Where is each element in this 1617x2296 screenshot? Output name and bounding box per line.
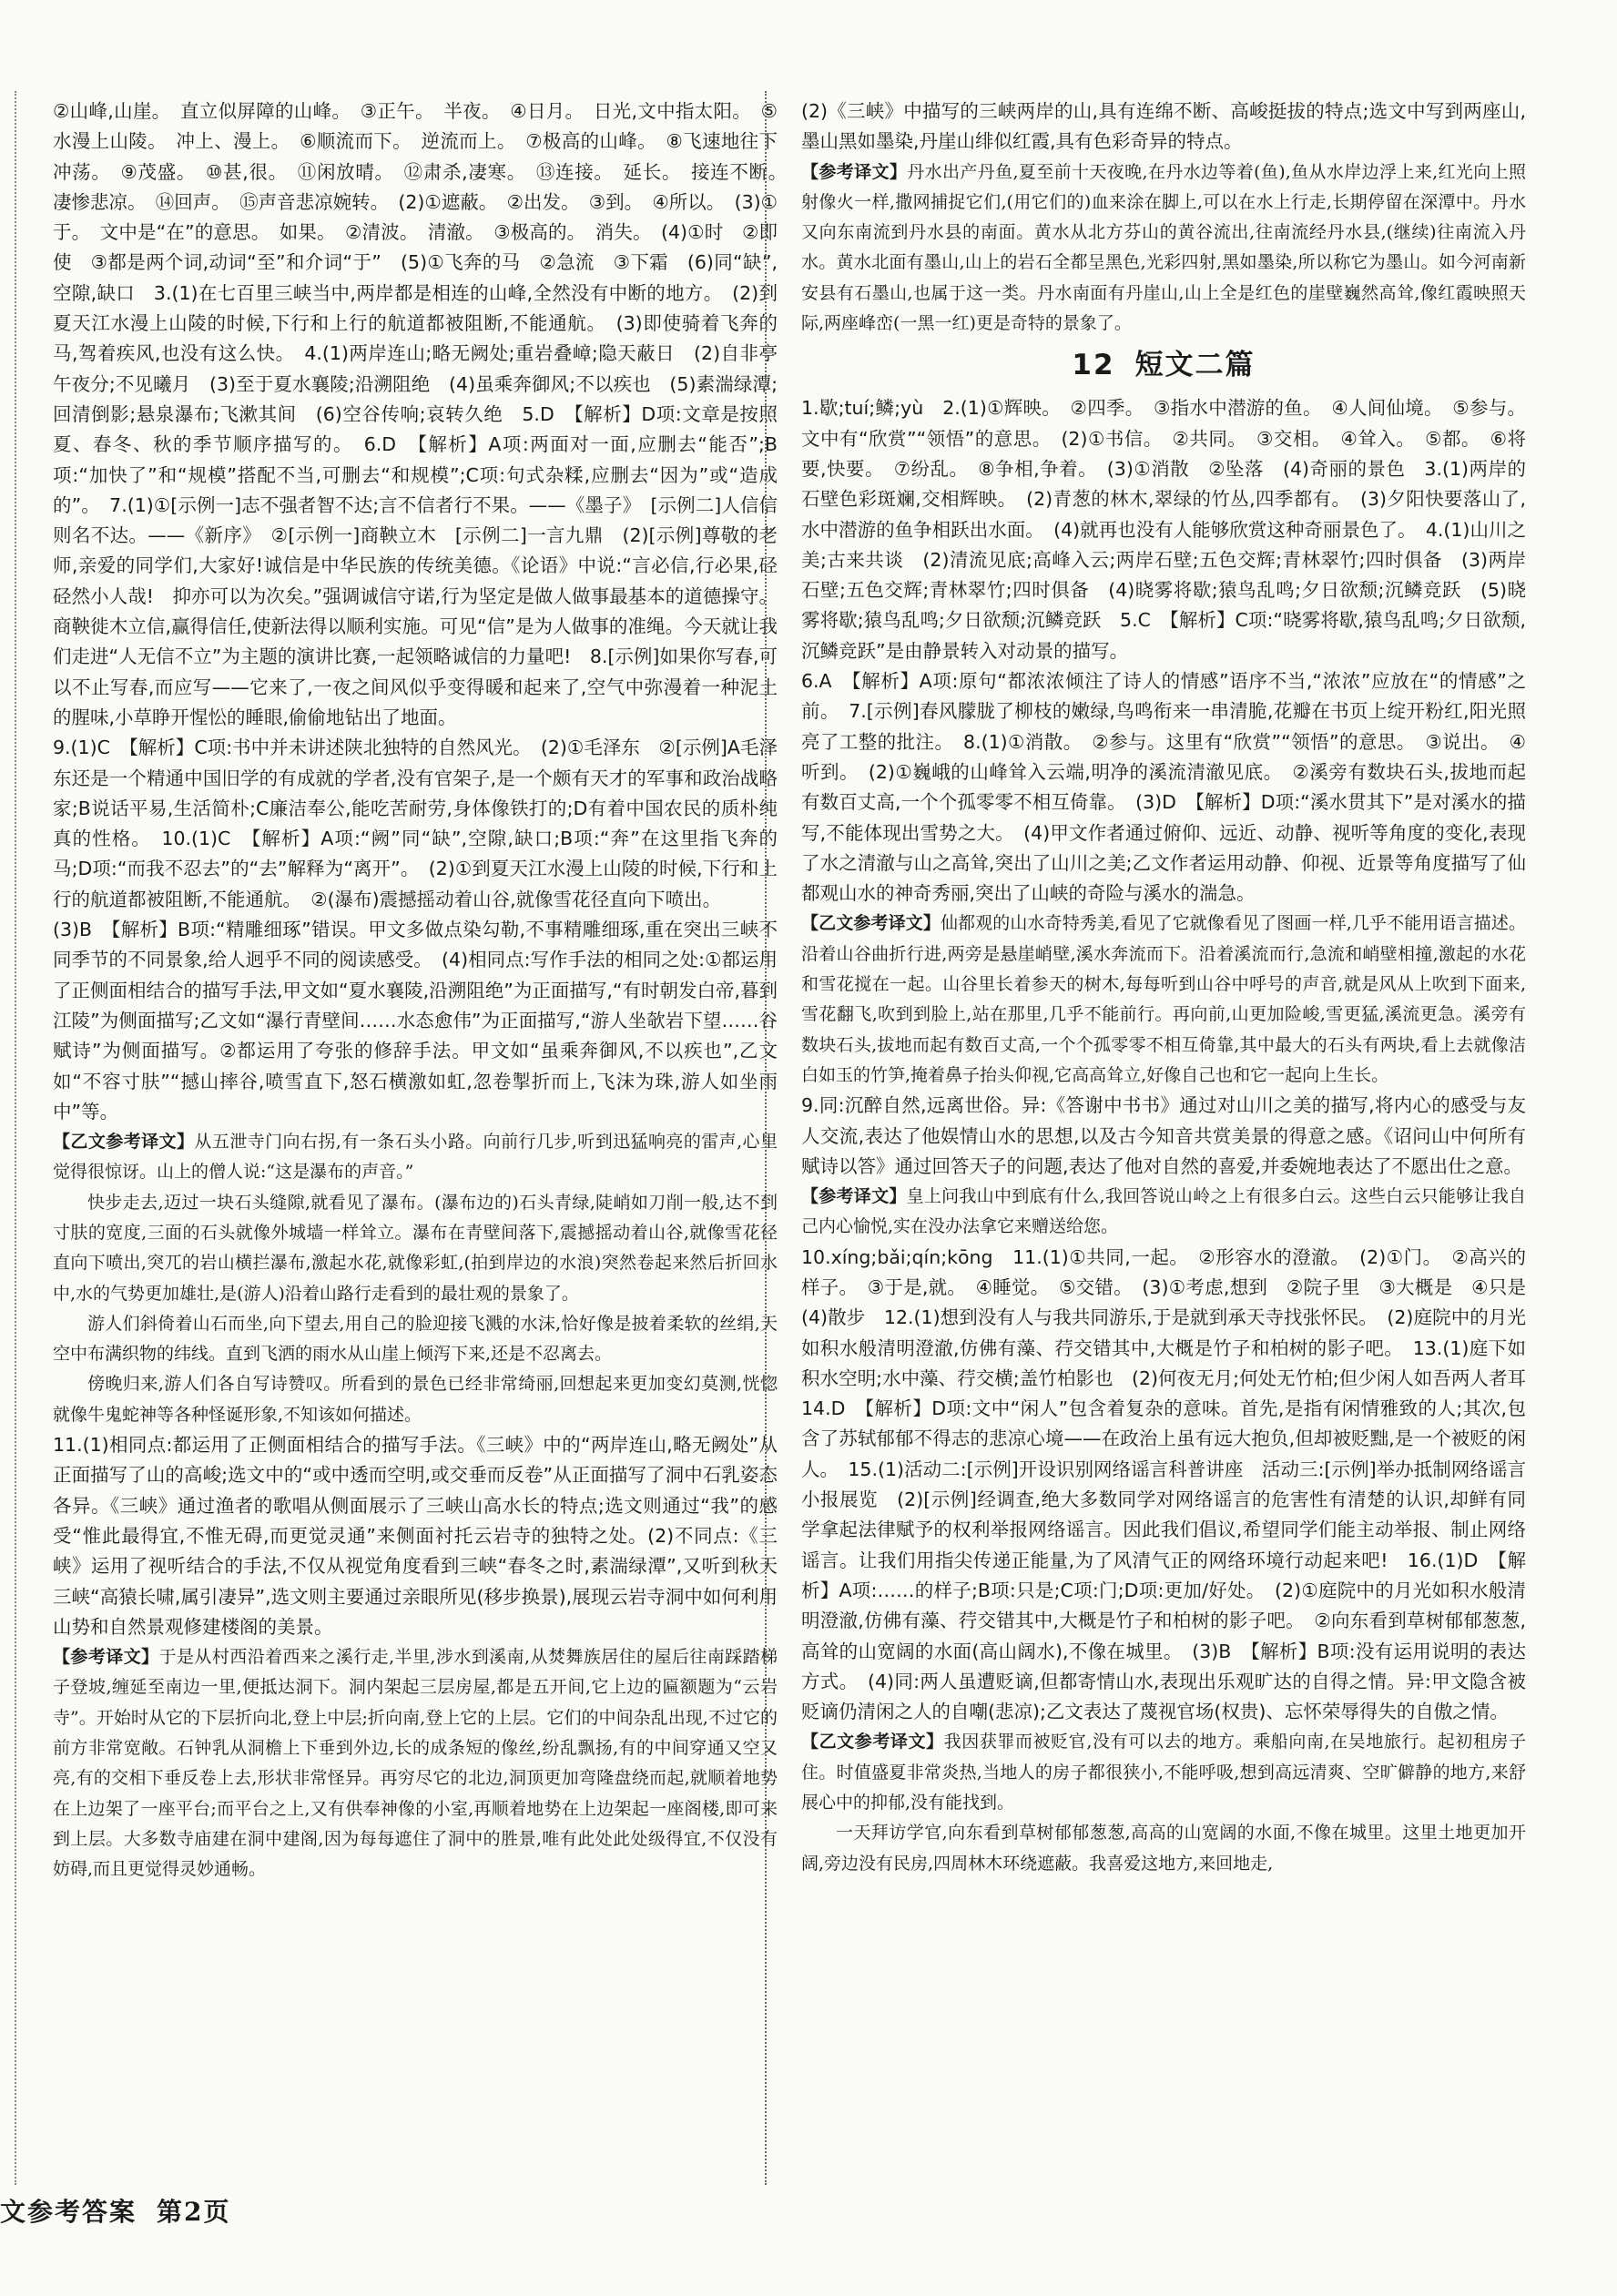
paragraph-text: 9.(1)C 【解析】C项:书中并未讲述陕北独特的自然风光。 (2)①毛泽东 ②[示例]A毛泽东还是一个精通中国旧学的有成就的学者,没有官架子,是一个颇有天才的军事和政治战略家;B说话平易,生活简朴;C廉洁奉公,能吃苦耐劳,身体像铁打的;D有着中国农民的质朴纯真的性格。 10.(1)C 【解析】A项:“阙”同“缺”,空隙,缺口;B项:“奔”在这里指飞奔的马;D项:“而我不忍去”的“去”解释为“离开”。 (2)①到夏天江水漫上山陵的时候,下行和上行的航道都被阻断,不能通航。 ②(瀑布)震撼摇动着山谷,就像雪花径直向下喷出。 (53, 737, 778, 910)
translation-paragraph (53, 1369, 778, 1430)
right-after-title (801, 393, 1545, 1879)
paragraph-text: 丹水出产丹鱼,夏至前十天夜晚,在丹水边等着(鱼),鱼从水岸边浮上来,红光向上照射像火一样,撒网捕捉它们,(用它们的)血来涂在脚上,可以在水上行走,长期停留在深潭中。丹水又向东南流到丹水县的南面。黄水从北方芬山的黄谷流出,往南流经丹水县,(继续)往南流入丹水。黄水北面有墨山,山上的岩石全都呈黑色,光彩四射,黑如墨染,所以称它为墨山。如今河南新安县有石墨山,也属于这一类。丹水南面有丹崖山,山上全是红色的崖壁巍然高耸,像红霞映照天际,两座峰峦(一黑一红)更是奇特的景象了。 (801, 161, 1526, 334)
translation-paragraph (53, 1642, 778, 1885)
paragraph-text: 从五泄寺门向右拐,有一条石头小路。向前行几步,听到迅猛响亮的雷声,心里觉得很惊讶。山上的僧人说:“这是瀑布的声音。” (53, 1132, 778, 1183)
translation-tag: 【乙文参考译文】 (801, 1732, 944, 1752)
paragraph-text: 皇上问我山中到底有什么,我回答说山岭之上有很多白云。这些白云只能够让我自己内心愉悦,实在没办法拿它来赠送给您。 (801, 1186, 1526, 1237)
answer-paragraph (53, 915, 778, 1127)
section-title (801, 342, 1526, 388)
section-title-text: 短文二篇 (1134, 349, 1256, 382)
binding-edge-rule (15, 91, 16, 2185)
paragraph-text: 我因获罪而被贬官,没有可以去的地方。乘船向南,在吴地旅行。起初租房子住。时值盛夏非常炎热,当地人的房子都很狭小,不能呼吸,想到高远清爽、空旷僻静的地方,来舒展心中的抑郁,没有能找到。 (801, 1732, 1526, 1813)
translation-paragraph (801, 909, 1526, 1091)
paragraph-text: (2)《三峡》中描写的三峡两岸的山,具有连绵不断、高峻挺拔的特点;选文中写到两座山,墨山黑如墨染,丹崖山绯似红霞,具有色彩奇异的特点。 (801, 100, 1526, 153)
paragraph-text: 10.xíng;bǎi;qín;kōng 11.(1)①共同,一起。 ②形容水的澄澈。 (2)①门。 ②高兴的样子。 ③于是,就。 ④睡觉。 ⑤交错。 (3)①考虑,想到 ②院子里 ③大概是 ④只是 (4)散步 12.(1)想到没有人与我共同游乐,于是就到承天寺找张怀民。 (2)庭院中的月光如积水般清明澄澈,仿佛有藻、荇交错其中,大概是竹子和柏树的影子吧。 13.(1)庭下如积水空明;水中藻、荇交横;盖竹柏影也 (2)何夜无月;何处无竹柏;但少闲人如吾两人者耳 14.D 【解析】D项:文中“闲人”包含着复杂的意味。首先,是指有闲情雅致的人;其次,包含了苏轼郁郁不得志的悲凉心境——在政治上虽有远大抱负,但却被贬黜,是一个被贬的闲人。 15.(1)活动二:[示例]开设识别网络谣言科普讲座 活动三:[示例]举办抵制网络谣言小报展览 (2)[示例]经调查,绝大多数同学对网络谣言的危害性有清楚的认识,却鲜有同学拿起法律赋予的权利举报网络谣言。因此我们倡议,希望同学们能主动举报、制止网络谣言。让我们用指尖传递正能量,为了风清气正的网络环境行动起来吧! 16.(1)D 【解析】A项:……的样子;B项:只是;C项:门;D项:更加/好处。 (2)①庭院中的月光如积水般清明澄澈,仿佛有藻、荇交错其中,大概是竹子和柏树的影子吧。 ②向东看到草树郁郁葱葱,高耸的山宽阔的水面(高山阔水),不像在城里。 (3)B 【解析】B项:没有运用说明的表达方式。 (4)同:两人虽遭贬谪,但都寄情山水,表现出乐观旷达的自得之情。异:甲文隐含被贬谪仍清闲之人的自嘲(悲凉);乙文表达了蔑视官场(权贵)、忘怀荣辱得失的自傲之情。 (801, 1245, 1545, 1723)
translation-tag: 【参考译文】 (801, 161, 908, 182)
paragraph-text: 6.A 【解析】A项:原句“都浓浓倾注了诗人的情感”语序不当,“浓浓”应放在“的情感”之前。 7.[示例]春风朦胧了柳枝的嫩绿,鸟鸣衔来一串清脆,花瓣在书页上绽开粉红,阳光照亮了工整的批注。 8.(1)①消散。 ②参与。这里有“欣赏”“领悟”的意思。 ③说出。 ④听到。 (2)①巍峨的山峰耸入云端,明净的溪流清澈见底。 ②溪旁有数块石头,拔地而起有数百丈高,一个个孤零零不相互倚靠。 (3)D 【解析】D项:“溪水贯其下”是对溪水的描写,不能体现出雪势之大。 (4)甲文作者通过俯仰、远近、动静、视听等角度的变化,表现了水之清澈与山之高耸,突出了山川之美;乙文作者运用动静、仰视、近景等角度描写了仙都观山水的神奇秀丽,突出了山峡的奇险与溪水的湍急。 (801, 670, 1526, 905)
paragraph-text: ②山峰,山崖。 直立似屏障的山峰。 ③正午。 半夜。 ④日月。 日光,文中指太阳。 ⑤水漫上山陵。 冲上、漫上。 ⑥顺流而下。 逆流而上。 ⑦极高的山峰。 ⑧飞速地往下冲荡。 ⑨茂盛。 ⑩甚,很。 ⑪闲放晴。 ⑫肃杀,凄寒。 ⑬连接。 延长。 接连不断。 凄惨悲凉。 ⑭回声。 ⑮声音悲凉婉转。 (2)①遮蔽。 ②出发。 ③到。 ④所以。 (3)①于。 文中是“在”的意思。 如果。 ②清波。 清澈。 ③极高的。 消失。 (4)①时 ②即使 ③都是两个词,动词“至”和介词“于” (5)①飞奔的马 ②急流 ③下霜 (6)同“缺”,空隙,缺口 3.(1)在七百里三峡当中,两岸都是相连的山峰,全然没有中断的地方。 (2)到夏天江水漫上山陵的时候,下行和上行的航道都被阻断,不能通航。 (3)即使骑着飞奔的马,驾着疾风,也没有这么快。 4.(1)两岸连山;略无阙处;重岩叠嶂;隐天蔽日 (2)自非亭午夜分;不见曦月 (3)至于夏水襄陵;沿溯阻绝 (4)虽乘奔御风;不以疾也 (5)素湍绿潭;回清倒影;悬泉瀑布;飞漱其间 (6)空谷传响;哀转久绝 5.D 【解析】D项:文章是按照夏、春冬、秋的季节顺序描写的。 6.D 【解析】A项:两面对一面,应删去“能否”;B项:“加快了”和“规模”搭配不当,可删去“和规模”;C项:句式杂糅,应删去“因为”或“造成的”。 7.(1)①[示例一]志不强者智不达;言不信者行不果。——《墨子》 [示例二]人信信则名不达。——《新序》 ②[示例一]商鞅立木 [示例二]一言九鼎 (2)[示例]尊敬的老师,亲爱的同学们,大家好!诚信是中华民族的传统美德。《论语》中说:“言必信,行必果,硁硁然小人哉! 抑亦可以为次矣。”强调诚信守诺,行为坚定是做人做事最基本的道德操守。商鞅徙木立信,赢得信任,使新法得以顺利实施。可见“信”是为人做事的准绳。今天就让我们走进“人无信不立”为主题的演讲比赛,一起领略诚信的力量吧! 8.[示例]如果你写春,可以不止写春,而应写——它来了,一夜之间风似乎变得暖和起来了,空气中弥漫着一种泥土的腥味,小草睁开惺忪的睡眼,偷偷地钻出了地面。 (53, 100, 797, 728)
paragraph-text: 游人们斜倚着山石而坐,向下望去,用自己的脸迎接飞溅的水沫,恰好像是披着柔软的丝绢,天空中布满织物的纬线。直到飞洒的雨水从山崖上倾泻下来,还是不忍离去。 (53, 1313, 778, 1365)
right-before-title (801, 97, 1526, 339)
translation-paragraph (53, 1188, 778, 1309)
answer-paragraph (801, 1243, 1545, 1728)
translation-paragraph (801, 1818, 1526, 1879)
page-number: 第2页 (157, 2197, 231, 2227)
answer-paragraph (53, 97, 797, 733)
right-column (801, 97, 1545, 2181)
translation-paragraph (53, 1127, 778, 1188)
left-column (53, 97, 797, 2181)
paragraph-text: 傍晚归来,游人们各自写诗赞叹。所看到的景色已经非常绮丽,回想起来更加变幻莫测,恍惚就像牛鬼蛇神等各种怪诞形象,不知该如何描述。 (53, 1374, 778, 1425)
translation-tag: 【参考译文】 (801, 1186, 907, 1207)
translation-paragraph (801, 157, 1526, 340)
paragraph-text: 仙都观的山水奇特秀美,看见了它就像看见了图画一样,几乎不能用语言描述。沿着山谷曲折行进,两旁是悬崖峭壁,溪水奔流而下。沿着溪流而行,急流和峭壁相撞,激起的水花和雪花搅在一起。山谷里长着参天的树木,每每听到山谷中呼号的声音,就是风从上吹到下面来,雪花翻飞,吹到到脸上,站在那里,几乎不能前行。再向前,山更加险峻,雪更猛,溪流更急。溪旁有数块石头,拔地而起有数百丈高,一个个孤零零不相互倚靠,其中最大的石头有两块,看上去就像洁白如玉的竹笋,掩着鼻子抬头仰视,它高高耸立,好像自己也和它一起向上生长。 (801, 913, 1526, 1085)
footer-label: 文参考答案 (0, 2197, 137, 2227)
translation-tag: 【乙文参考译文】 (801, 913, 941, 934)
paragraph-text: 11.(1)相同点:都运用了正侧面相结合的描写手法。《三峡》中的“两岸连山,略无阙处”从正面描写了山的高峻;选文中的“或中透而空明,或交垂而反卷”从正面描写了洞中石乳姿态各异。《三峡》通过渔者的歌唱从侧面展示了三峡山高水长的特点;选文则通过“我”的感受“惟此最得宜,不惟无碍,而更觉灵通”来侧面衬托云岩寺的独特之处。(2)不同点:《三峡》运用了视听结合的手法,不仅从视觉角度看到三峡“春冬之时,素湍绿潭”,又听到秋天三峡“高猿长啸,属引凄异”,选文则主要通过亲眼所见(移步换景),展现云岩寺洞中如何利用山势和自然景观修建楼阁的美景。 (53, 1434, 778, 1638)
translation-tag: 【参考译文】 (53, 1647, 159, 1668)
translation-tag: 【乙文参考译文】 (53, 1132, 195, 1153)
translation-paragraph (801, 1182, 1526, 1243)
paragraph-text: 9.同:沉醉自然,远离世俗。异:《答谢中书书》通过对山川之美的描写,将内心的感受与友人交流,表达了他娱情山水的思想,以及古今知音共赏美景的得意之感。《诏问山中何所有赋诗以答》通过回答天子的问题,表达了他对自然的喜爱,并委婉地表达了不愿出仕之意。 (801, 1094, 1526, 1177)
paragraph-text: (3)B 【解析】B项:“精雕细琢”错误。甲文多做点染勾勒,不事精雕细琢,重在突出三峡不同季节的不同景象,给人迥乎不同的阅读感受。 (4)相同点:写作手法的相同之处:①都运用了正侧面相结合的描写手法,甲文如“夏水襄陵,沿溯阻绝”为正面描写,“有时朝发白帝,暮到江陵”为侧面描写;乙文如“瀑行青壁间……水态愈伟”为正面描写,“游人坐欹岩下望……谷赋诗”为侧面描写。②都运用了夸张的修辞手法。甲文如“虽乘奔御风,不以疾也”,乙文如“不容寸肤”“撼山摔谷,喷雪直下,怒石横激如虹,忽卷掣折而上,飞沫为珠,游人如坐雨中”等。 (53, 919, 778, 1123)
paragraph-text: 1.歇;tuí;鳞;yù 2.(1)①辉映。 ②四季。 ③指水中潜游的鱼。 ④人间仙境。 ⑤参与。文中有“欣赏”“领悟”的意思。 (2)①书信。 ②共同。 ③交相。 ④耸入。 ⑤都。 ⑥将要,快要。 ⑦纷乱。 ⑧争相,争着。 (3)①消散 ②坠落 (4)奇丽的景色 3.(1)两岸的石壁色彩斑斓,交相辉映。 (2)青葱的林木,翠绿的竹丛,四季都有。 (3)夕阳快要落山了,水中潜游的鱼争相跃出水面。 (4)就再也没有人能够欣赏这种奇丽景色了。 4.(1)山川之美;古来共谈 (2)清流见底;高峰入云;两岸石壁;五色交辉;青林翠竹;四时俱备 (3)两岸石壁;五色交辉;青林翠竹;四时俱备 (4)晓雾将歇;猿鸟乱鸣;夕日欲颓;沉鳞竞跃 (5)晓雾将歇;猿鸟乱鸣;夕日欲颓;沉鳞竞跃 5.C 【解析】C项:“晓雾将歇,猿鸟乱鸣;夕日欲颓,沉鳞竞跃”是由静景转入对动景的描写。 (801, 397, 1526, 662)
section-number: 12 (1072, 349, 1115, 382)
translation-paragraph (801, 1727, 1526, 1818)
column-divider (765, 91, 767, 2185)
answer-paragraph (801, 1091, 1526, 1182)
answer-paragraph (801, 97, 1526, 157)
answer-paragraph (801, 393, 1526, 666)
paragraph-text: 于是从村西沿着西来之溪行走,半里,涉水到溪南,从焚舞族居住的屋后往南踩踏梯子登坡,缠延至南边一里,便抵达洞下。洞内架起三层房屋,都是五开间,它上边的匾额题为“云岩寺”。开始时从它的下层折向北,登上中层;折向南,登上它的上层。它们的中间杂乱出现,不过它的前方非常宽敞。石钟乳从洞檐上下垂到外边,长的成条短的像丝,纷乱飘扬,有的中间穿通又空又亮,有的交相下垂反卷上去,形状非常怪异。再穷尽它的北边,洞顶更加弯隆盘绕而起,就顺着地势在上边架了一座平台;而平台之上,又有供奉神像的小室,再顺着地势在上边架起一座阁楼,即可来到上层。大多数寺庙建在洞中建阁,因为每每遮住了洞中的胜景,唯有此处此处级得宜,不仅没有妨碍,而且更觉得灵妙通畅。 (53, 1647, 778, 1880)
page-footer (0, 2192, 231, 2229)
paragraph-text: 一天拜访学官,向东看到草树郁郁葱葱,高高的山宽阔的水面,不像在城里。这里土地更加开阔,旁边没有民房,四周林木环绕遮蔽。我喜爱这地方,来回地走, (801, 1823, 1526, 1874)
answer-paragraph (53, 1430, 778, 1642)
translation-paragraph (53, 1309, 778, 1370)
paragraph-text: 快步走去,迈过一块石头缝隙,就看见了瀑布。(瀑布边的)石头青绿,陡峭如刀削一般,达不到寸肤的宽度,三面的石头就像外城墙一样耸立。瀑布在青壁间落下,震撼摇动着山谷,就像雪花径直向下喷出,突兀的岩山横拦瀑布,激起水花,就像彩虹,(拍到岸边的水浪)突然卷起来然后折回水中,水的气势更加雄壮,是(游人)沿着山路行走看到的最壮观的景象了。 (53, 1192, 778, 1304)
answer-paragraph (53, 733, 778, 915)
answer-paragraph (801, 666, 1526, 909)
